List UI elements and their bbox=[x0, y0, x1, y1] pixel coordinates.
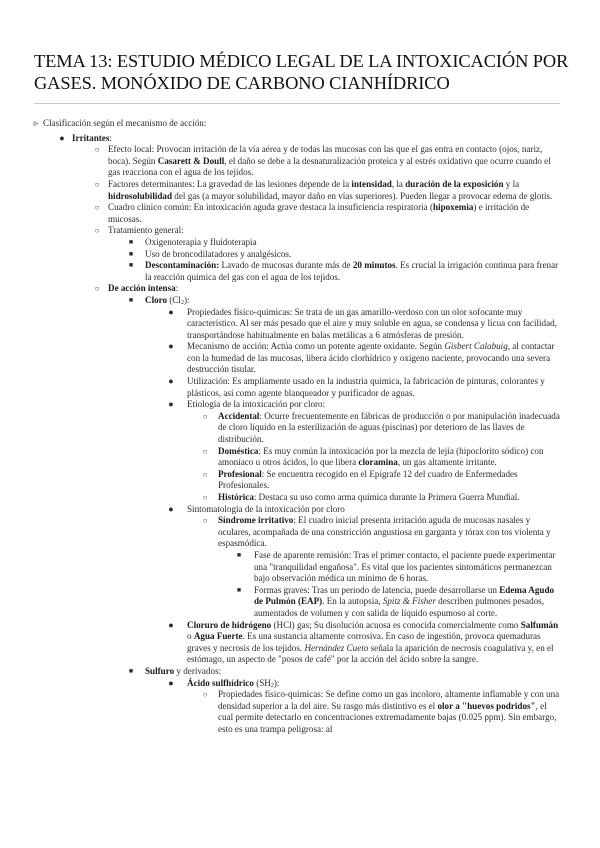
title-divider bbox=[34, 103, 560, 104]
outline-item bbox=[0, 585, 564, 620]
outline-item bbox=[0, 689, 564, 735]
outline-item bbox=[0, 620, 564, 666]
outline-item-text: Profesional: Se encuentra recogido en el Epígrafe 12 del cuadro de Enfermedades Profesionales. bbox=[218, 468, 518, 491]
outline-item bbox=[0, 295, 564, 307]
dot-bullet-icon: ● bbox=[168, 341, 174, 352]
outline-item-text: Irritantes: bbox=[72, 132, 112, 143]
outline-item-text: Propiedades físico-químicas: Se trata de un gas amarillo-verdoso con un olor sofocante muy característico. Al ser más pesado que el aire y muy soluble en agua, se condensa y licua con facilidad, transportándose habitualmente en balas metálicas a 6 atmósferas de presión. bbox=[187, 306, 557, 340]
dot-bullet-icon: ● bbox=[168, 619, 174, 630]
outline-item bbox=[0, 118, 564, 130]
square-bullet-icon: ■ bbox=[128, 237, 134, 246]
circle-bullet-icon: ○ bbox=[94, 203, 100, 213]
outline-item-text: Etiología de la intoxicación por cloro: bbox=[187, 399, 326, 410]
circle-bullet-icon: ○ bbox=[202, 690, 208, 700]
outline-item bbox=[0, 492, 564, 504]
outline-item bbox=[0, 133, 564, 145]
outline-item bbox=[0, 307, 564, 342]
outline-item bbox=[0, 202, 564, 225]
outline-item-text: Cuadro clínico común: En intoxicación aguda grave destaca la insuficiencia respiratoria (hipoxemia) e irritación de mucosas. bbox=[108, 202, 530, 224]
circle-bullet-icon: ○ bbox=[202, 493, 208, 502]
outline-item-text: Cloruro de hidrógeno (HCl) gas; Su disolución acuosa es conocida comercialmente como Salfumán o Agua Fuerte. Es una sustancia altamente corrosiva. En caso de ingestión, provoca quemaduras graves y necrosis de los tejidos. Hernández Cueto señala la aparición de necrosis coagulativa y, en el estómago, un aspecto de "posos de café" por la acción del ácido sobre la sangre. bbox=[187, 619, 559, 665]
outline-item bbox=[0, 249, 564, 261]
outline-item-text: Clasificación según el mecanismo de acción: bbox=[43, 118, 207, 128]
outline-item-text: Oxigenoterapia y fluidoterapia bbox=[145, 236, 257, 247]
outline-item bbox=[0, 411, 564, 446]
outline-item bbox=[0, 678, 564, 690]
dot-bullet-icon: ● bbox=[168, 399, 174, 410]
dot-bullet-icon: ● bbox=[168, 306, 174, 317]
square-bullet-icon: ■ bbox=[128, 249, 134, 258]
outline-item bbox=[0, 446, 564, 469]
circle-bullet-icon: ○ bbox=[94, 284, 100, 294]
outline-list bbox=[0, 118, 600, 735]
outline-item bbox=[0, 237, 564, 249]
square-bullet-icon: ■ bbox=[128, 295, 134, 304]
outline-item-text: Sulfuro y derivados: bbox=[145, 665, 222, 676]
square-bullet-icon: ■ bbox=[128, 261, 134, 270]
outline-item-text: Fase de aparente remisión: Tras el primer contacto, el paciente puede experimentar una "tranquilidad engañosa". Es vital que los pacientes sintomáticos permanezcan bajo observación médica un mínimo de 6 horas. bbox=[254, 549, 556, 584]
square-bullet-icon: ■ bbox=[128, 666, 134, 675]
outline-item bbox=[0, 666, 564, 678]
outline-item-text: Histórica: Destaca su uso como arma química durante la Primera Guerra Mundial. bbox=[218, 492, 520, 502]
dot-bullet-icon: ● bbox=[168, 376, 174, 387]
outline-item-text: De acción intensa: bbox=[108, 283, 179, 294]
dot-bullet-icon: ● bbox=[168, 677, 174, 688]
outline-item-text: Accidental: Ocurre frecuentemente en fábricas de producción o por manipulación inadecuada de cloro líquido en la esterilización de aguas (piscinas) por deterioro de las llaves de distribución. bbox=[218, 410, 560, 445]
circle-bullet-icon: ○ bbox=[202, 469, 208, 479]
circle-bullet-icon: ○ bbox=[202, 516, 208, 526]
outline-item-text: Tratamiento general: bbox=[108, 225, 184, 236]
outline-item-text: Mecanismo de acción: Actúa como un potente agente oxidante. Según Gisbert Calabuig, al contactar con la humedad de las mucosas, libera ácido clorhídrico y oxígeno naciente, provocando una severa destrucción tisular. bbox=[187, 341, 555, 375]
outline-item-text: Ácido sulfhídrico $(SH_2)$: bbox=[187, 677, 280, 689]
outline-item-text: Síndrome irritativo: El cuadro inicial presenta irritación aguda de mucosas nasales y oculares, acompañada de una constricción angustiosa en garganta y tórax con tos violenta y espasmódica. bbox=[218, 515, 551, 549]
circle-bullet-icon: ○ bbox=[94, 145, 100, 155]
outline-item-text: Uso de broncodilatadores y analgésicos. bbox=[145, 248, 292, 259]
outline-item-text: Doméstica: Es muy común la intoxicación por la mezcla de lejía (hipoclorito sódico) con amoníaco u otros ácidos, lo que libera cloramina, un gas altamente irritante. bbox=[218, 445, 544, 468]
square-bullet-icon: ■ bbox=[236, 550, 242, 559]
outline-item-text: Efecto local: Provocan irritación de la vía aérea y de todas las mucosas con las que el gas entra en contacto (ojos, nariz, boca). Según Casarett & Doull, el daño se debe a la desnaturalización proteica y al estrés oxidativo que ocurre cuando el gas reacciona con el agua de los tejidos. bbox=[108, 144, 551, 178]
arrow-bullet-icon: ▹ bbox=[33, 118, 39, 128]
outline-item-text: Descontaminación: Lavado de mucosas durante más de 20 minutos. Es crucial la irrigación continua para frenar la reacción química del gas con el agua de los tejidos. bbox=[145, 260, 559, 282]
outline-item bbox=[0, 260, 564, 283]
outline-item bbox=[0, 399, 564, 411]
circle-bullet-icon: ○ bbox=[94, 226, 100, 236]
outline-item-text: Factores determinantes: La gravedad de las lesiones depende de la intensidad, la duración de la exposición y la hidrosolubilidad del gas (a mayor solubilidad, mayor daño en vías superiores). Pueden llegar a provocar edema de glotis. bbox=[108, 178, 553, 201]
document-title: TEMA 13: ESTUDIO MÉDICO LEGAL DE LA INTOXICACIÓN POR GASES. MONÓXIDO DE CARBONO CIANHÍDRICO bbox=[34, 51, 569, 93]
outline-item-text: Utilización: Es ampliamente usado en la industria química, la fabricación de pinturas, colorantes y plásticos, así como agente blanqueador y purificador de aguas. bbox=[187, 376, 545, 398]
dot-bullet-icon: ● bbox=[59, 132, 65, 143]
outline-item-text: Propiedades físico-químicas: Se define como un gas incoloro, altamente inflamable y con una densidad superior a la del aire. Su rasgo más distintivo es el olor a "huevos podridos", el cual permite detectarlo en concentraciones extremadamente bajas (0.025 ppm). Sin embargo, esto es una trampa peligrosa: al bbox=[218, 689, 560, 734]
outline-item-text: Sintomatología de la intoxicación por cloro bbox=[187, 503, 345, 514]
outline-item bbox=[0, 225, 564, 237]
outline-item bbox=[0, 179, 564, 202]
outline-item bbox=[0, 144, 564, 179]
outline-item-text: Cloro $(Cl_2)$: bbox=[145, 294, 190, 306]
outline-item-text: Formas graves: Tras un periodo de latencia, puede desarrollarse un Edema Agudo de Pulmón (EAP). En la autopsia, Spitz & Fisher describen pulmones pesados, aumentados de volumen y con salida de líquido espumoso al corte. bbox=[254, 584, 555, 618]
outline-item bbox=[0, 376, 564, 399]
dot-bullet-icon: ● bbox=[168, 503, 174, 514]
outline-item bbox=[0, 515, 564, 550]
outline-item bbox=[0, 469, 564, 492]
square-bullet-icon: ■ bbox=[236, 585, 242, 594]
outline-item bbox=[0, 550, 564, 585]
outline-item bbox=[0, 341, 564, 376]
outline-item bbox=[0, 504, 564, 516]
circle-bullet-icon: ○ bbox=[202, 446, 208, 456]
outline-item bbox=[0, 283, 564, 295]
circle-bullet-icon: ○ bbox=[202, 411, 208, 421]
circle-bullet-icon: ○ bbox=[94, 179, 100, 189]
